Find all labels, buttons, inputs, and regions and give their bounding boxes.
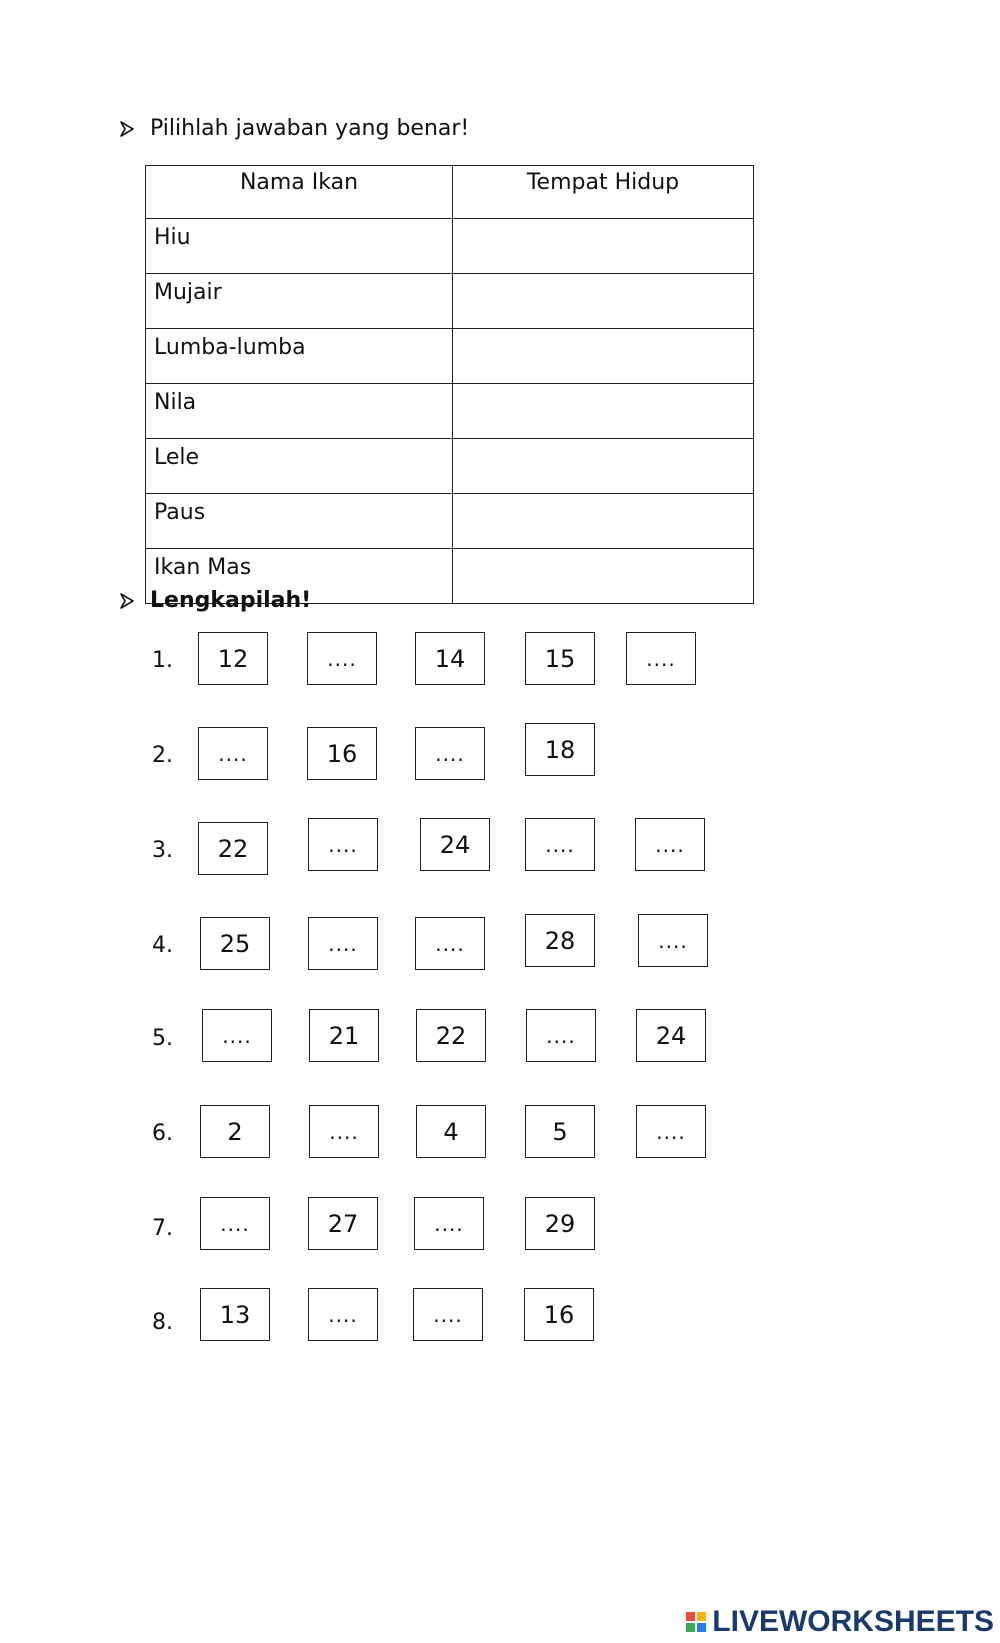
fish-name: Ikan Mas [146,549,453,604]
sequence-blank-box[interactable]: .... [202,1009,272,1062]
sequence-blank-box[interactable]: .... [526,1009,596,1062]
sequence-box: 28 [525,914,595,967]
sequence-blank-box[interactable]: .... [198,727,268,780]
sequence-row-label: 1. [152,648,173,673]
sequence-box: 16 [307,727,377,780]
sequence-blank-box[interactable]: .... [415,727,485,780]
table-row [146,494,754,549]
sequence-box: 22 [416,1009,486,1062]
fish-habitat-table [145,165,754,604]
habitat-answer-cell[interactable] [453,329,754,384]
sequence-row-label: 2. [152,743,173,768]
habitat-answer-cell[interactable] [453,549,754,604]
sequence-box: 29 [525,1197,595,1250]
fish-name: Hiu [146,219,453,274]
brand-name: LIVEWORKSHEETS [712,1605,994,1638]
sequence-blank-box[interactable]: .... [638,914,708,967]
sequence-box: 5 [525,1105,595,1158]
table-row [146,439,754,494]
sequence-box: 12 [198,632,268,685]
sequence-row-label: 8. [152,1310,173,1335]
sequence-blank-box[interactable]: .... [626,632,696,685]
liveworksheets-logo [686,1605,994,1639]
table-row [146,219,754,274]
sequence-blank-box[interactable]: .... [525,818,595,871]
table-row [146,274,754,329]
sequence-blank-box[interactable]: .... [415,917,485,970]
sequence-box: 18 [525,723,595,776]
sequence-box: 16 [524,1288,594,1341]
sequence-box: 21 [309,1009,379,1062]
logo-square-yellow [697,1612,706,1621]
logo-square-blue [697,1623,706,1632]
habitat-answer-cell[interactable] [453,439,754,494]
arrow-bullet-icon [120,121,134,137]
sequence-blank-box[interactable]: .... [635,818,705,871]
sequence-box: 25 [200,917,270,970]
habitat-answer-cell[interactable] [453,274,754,329]
instruction-choose-text: Pilihlah jawaban yang benar! [150,116,470,141]
habitat-answer-cell[interactable] [453,219,754,274]
sequence-blank-box[interactable]: .... [308,1288,378,1341]
sequence-blank-box[interactable]: .... [308,818,378,871]
sequence-box: 27 [308,1197,378,1250]
sequence-box: 24 [636,1009,706,1062]
arrow-bullet-icon [120,593,134,609]
habitat-answer-cell[interactable] [453,494,754,549]
sequence-box: 2 [200,1105,270,1158]
fish-name: Paus [146,494,453,549]
sequence-row-label: 6. [152,1121,173,1146]
header-fish-name: Nama Ikan [146,166,453,219]
sequence-box: 13 [200,1288,270,1341]
sequence-box: 24 [420,818,490,871]
fish-name: Lele [146,439,453,494]
fish-name: Nila [146,384,453,439]
sequence-blank-box[interactable]: .... [636,1105,706,1158]
sequence-box: 15 [525,632,595,685]
fish-name: Lumba-lumba [146,329,453,384]
sequence-box: 22 [198,822,268,875]
sequence-blank-box[interactable]: .... [413,1288,483,1341]
sequence-box: 4 [416,1105,486,1158]
sequence-row-label: 3. [152,838,173,863]
fish-name: Mujair [146,274,453,329]
habitat-answer-cell[interactable] [453,384,754,439]
sequence-blank-box[interactable]: .... [307,632,377,685]
table-row [146,384,754,439]
sequence-blank-box[interactable]: .... [414,1197,484,1250]
header-habitat: Tempat Hidup [453,166,754,219]
table-row [146,329,754,384]
logo-grid-icon [686,1612,706,1632]
logo-square-red [686,1612,695,1621]
instruction-complete-text: Lengkapilah! [150,588,312,613]
sequence-row-label: 7. [152,1216,173,1241]
sequence-blank-box[interactable]: .... [309,1105,379,1158]
instruction-complete [120,588,311,613]
sequence-box: 14 [415,632,485,685]
logo-square-green [686,1623,695,1632]
sequence-row-label: 5. [152,1026,173,1051]
instruction-choose [120,116,469,141]
sequence-row-label: 4. [152,933,173,958]
sequence-blank-box[interactable]: .... [200,1197,270,1250]
sequence-blank-box[interactable]: .... [308,917,378,970]
